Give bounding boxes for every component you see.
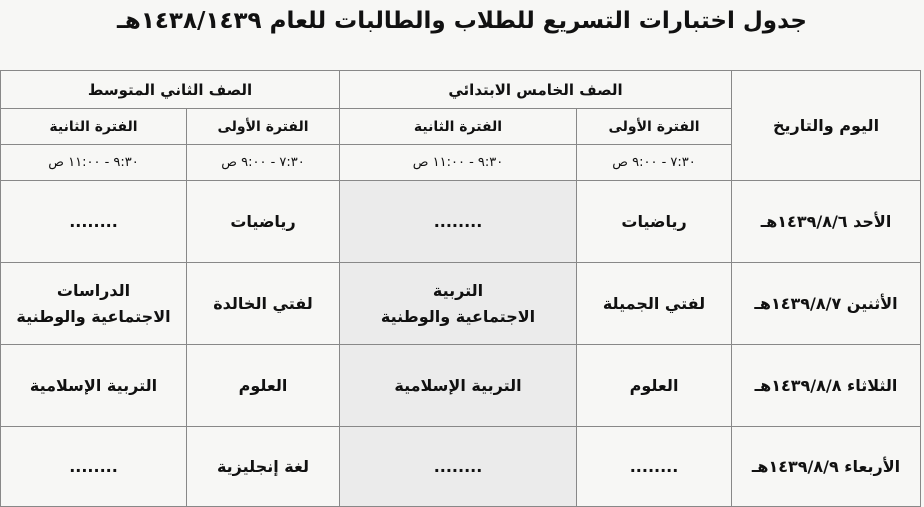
- subject-cell: رياضيات: [187, 181, 340, 263]
- header-g5-period2: الفترة الثانية: [340, 109, 577, 145]
- exam-schedule-table: [0, 70, 921, 507]
- table-row: [1, 263, 921, 345]
- header-g5-time2: ٩:٣٠ - ١١:٠٠ ص: [340, 145, 577, 181]
- header-grade2: الصف الثاني المتوسط: [1, 71, 340, 109]
- header-g5-time1: ٧:٣٠ - ٩:٠٠ ص: [577, 145, 732, 181]
- header-g5-period1: الفترة الأولى: [577, 109, 732, 145]
- subject-line: الاجتماعية والوطنية: [380, 306, 536, 326]
- table-row: [1, 427, 921, 507]
- subject-cell: ........: [1, 427, 187, 507]
- header-row-grades: [1, 71, 921, 109]
- subject-cell: ........: [340, 181, 577, 263]
- header-day-date: اليوم والتاريخ: [732, 71, 921, 181]
- day-cell: الأربعاء ١٤٣٩/٨/٩هـ: [732, 427, 921, 507]
- subject-cell: [1, 263, 187, 345]
- subject-cell: التربية الإسلامية: [340, 345, 577, 427]
- header-g2-period1: الفترة الأولى: [187, 109, 340, 145]
- subject-cell: العلوم: [577, 345, 732, 427]
- subject-cell: ........: [1, 181, 187, 263]
- subject-cell: لفتي الجميلة: [577, 263, 732, 345]
- table-row: [1, 345, 921, 427]
- page-title: جدول اختبارات التسريع للطلاب والطالبات للعام ١٤٣٨/١٤٣٩هـ: [117, 8, 807, 34]
- header-g2-period2: الفترة الثانية: [1, 109, 187, 145]
- subject-cell: لغة إنجليزية: [187, 427, 340, 507]
- subject-cell: لفتي الخالدة: [187, 263, 340, 345]
- subject-line: الدراسات: [56, 280, 131, 300]
- subject-line: الاجتماعية والوطنية: [16, 306, 171, 326]
- day-cell: الأثنين ١٤٣٩/٨/٧هـ: [732, 263, 921, 345]
- subject-cell: التربية الإسلامية: [1, 345, 187, 427]
- header-g2-time2: ٩:٣٠ - ١١:٠٠ ص: [1, 145, 187, 181]
- subject-cell: [340, 263, 577, 345]
- table-row: [1, 181, 921, 263]
- header-g2-time1: ٧:٣٠ - ٩:٠٠ ص: [187, 145, 340, 181]
- subject-cell: ........: [577, 427, 732, 507]
- subject-line: التربية: [432, 280, 484, 300]
- day-cell: الأحد ١٤٣٩/٨/٦هـ: [732, 181, 921, 263]
- header-grade5: الصف الخامس الابتدائي: [340, 71, 732, 109]
- subject-cell: العلوم: [187, 345, 340, 427]
- day-cell: الثلاثاء ١٤٣٩/٨/٨هـ: [732, 345, 921, 427]
- subject-cell: رياضيات: [577, 181, 732, 263]
- subject-cell: ........: [340, 427, 577, 507]
